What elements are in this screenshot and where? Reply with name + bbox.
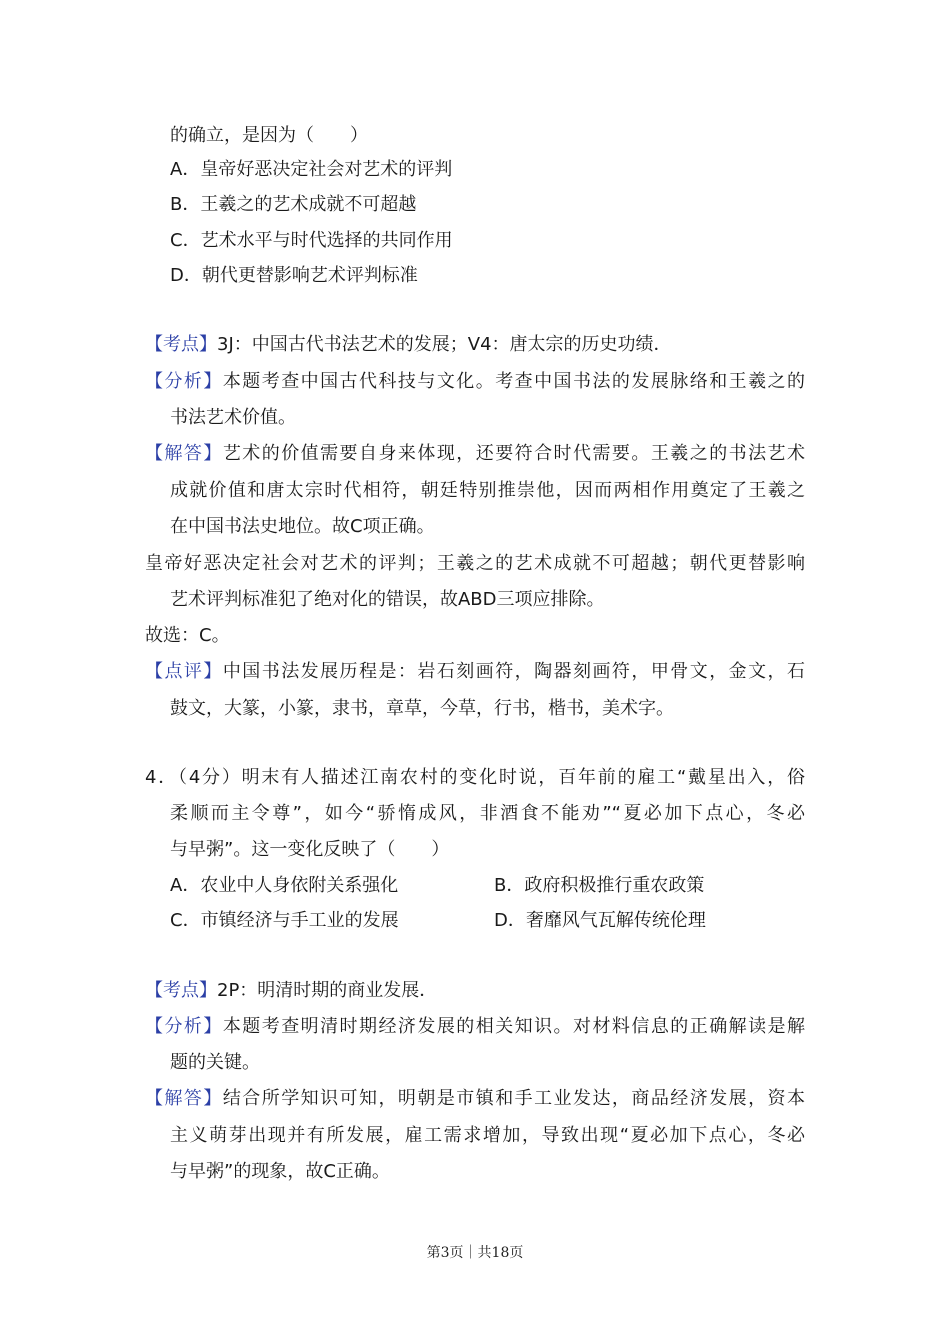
q4-jieda-line3: 与早粥”的现象，故C正确。	[170, 1161, 390, 1182]
q3-dianping-line1	[145, 660, 805, 684]
jieda-tag: 【解答】	[145, 1088, 223, 1109]
q4-jieda-line1	[145, 1087, 805, 1111]
q3-option-d: D．朝代更替影响艺术评判标准	[170, 265, 418, 286]
q4-fenxi-line2: 题的关键。	[170, 1052, 260, 1073]
q4-kaodian	[145, 979, 437, 1003]
fenxi-text: 本题考查中国古代科技与文化。考查中国书法的发展脉络和王羲之的	[222, 371, 806, 392]
q4-option-d: D．奢靡风气瓦解传统伦理	[494, 910, 706, 931]
q4-stem-line3: 与早粥”。这一变化反映了（ ）	[170, 839, 450, 860]
jieda-text: 艺术的价值需要自身来体现，还要符合时代需要。王羲之的书法艺术	[222, 443, 806, 464]
q3-stem-tail: 的确立，是因为（ ）	[170, 125, 368, 146]
kaodian-tag: 【考点】	[145, 980, 217, 1001]
page-footer: 第3页｜共18页	[426, 1245, 524, 1261]
kaodian-tag: 【考点】	[145, 334, 217, 355]
q3-extra-line2: 艺术评判标准犯了绝对化的错误，故ABD三项应排除。	[170, 589, 605, 610]
q3-jieda-line1	[145, 442, 805, 466]
kaodian-text: 2P：明清时期的商业发展．	[217, 980, 438, 1001]
dianping-text: 中国书法发展历程是：岩石刻画符，陶器刻画符，甲骨文，金文，石	[222, 661, 806, 682]
q4-option-c: C．市镇经济与手工业的发展	[170, 910, 399, 931]
q3-answer: 故选：C。	[145, 625, 230, 646]
fenxi-text: 本题考查明清时期经济发展的相关知识。对材料信息的正确解读是解	[222, 1016, 806, 1037]
q3-option-a: A．皇帝好恶决定社会对艺术的评判	[170, 159, 453, 180]
q4-option-a: A．农业中人身依附关系强化	[170, 875, 399, 896]
kaodian-text: 3J：中国古代书法艺术的发展；V4：唐太宗的历史功绩．	[217, 334, 672, 355]
dianping-tag: 【点评】	[145, 661, 223, 682]
q4-jieda-line2: 主义萌芽出现并有所发展，雇工需求增加，导致出现“夏必加下点心，冬必	[170, 1125, 805, 1146]
q3-fenxi-line2: 书法艺术价值。	[170, 407, 296, 428]
q3-fenxi-line1	[145, 370, 805, 394]
q3-extra-line1: 皇帝好恶决定社会对艺术的评判；王羲之的艺术成就不可超越；朝代更替影响	[145, 553, 805, 574]
q3-jieda-line2: 成就价值和唐太宗时代相符，朝廷特别推崇他，因而两相作用奠定了王羲之	[170, 480, 805, 501]
q4-fenxi-line1	[145, 1015, 805, 1039]
q4-option-b: B．政府积极推行重农政策	[494, 875, 705, 896]
jieda-tag: 【解答】	[145, 443, 223, 464]
fenxi-tag: 【分析】	[145, 1016, 223, 1037]
q3-kaodian	[145, 333, 672, 357]
q4-stem-line2: 柔顺而主令尊”，如今“骄惰成风，非酒食不能劝”“夏必加下点心，冬必	[170, 803, 805, 824]
jieda-text: 结合所学知识可知，明朝是市镇和手工业发达，商品经济发展，资本	[222, 1088, 806, 1109]
q3-jieda-line3: 在中国书法史地位。故C项正确。	[170, 516, 435, 537]
q3-option-c: C．艺术水平与时代选择的共同作用	[170, 230, 453, 251]
q3-option-b: B．王羲之的艺术成就不可超越	[170, 194, 417, 215]
fenxi-tag: 【分析】	[145, 371, 223, 392]
q4-stem-line1: 4．（4分）明末有人描述江南农村的变化时说，百年前的雇工“戴星出入，俗	[145, 767, 805, 788]
q3-dianping-line2: 鼓文，大篆，小篆，隶书，章草，今草，行书，楷书，美术字。	[170, 698, 674, 719]
